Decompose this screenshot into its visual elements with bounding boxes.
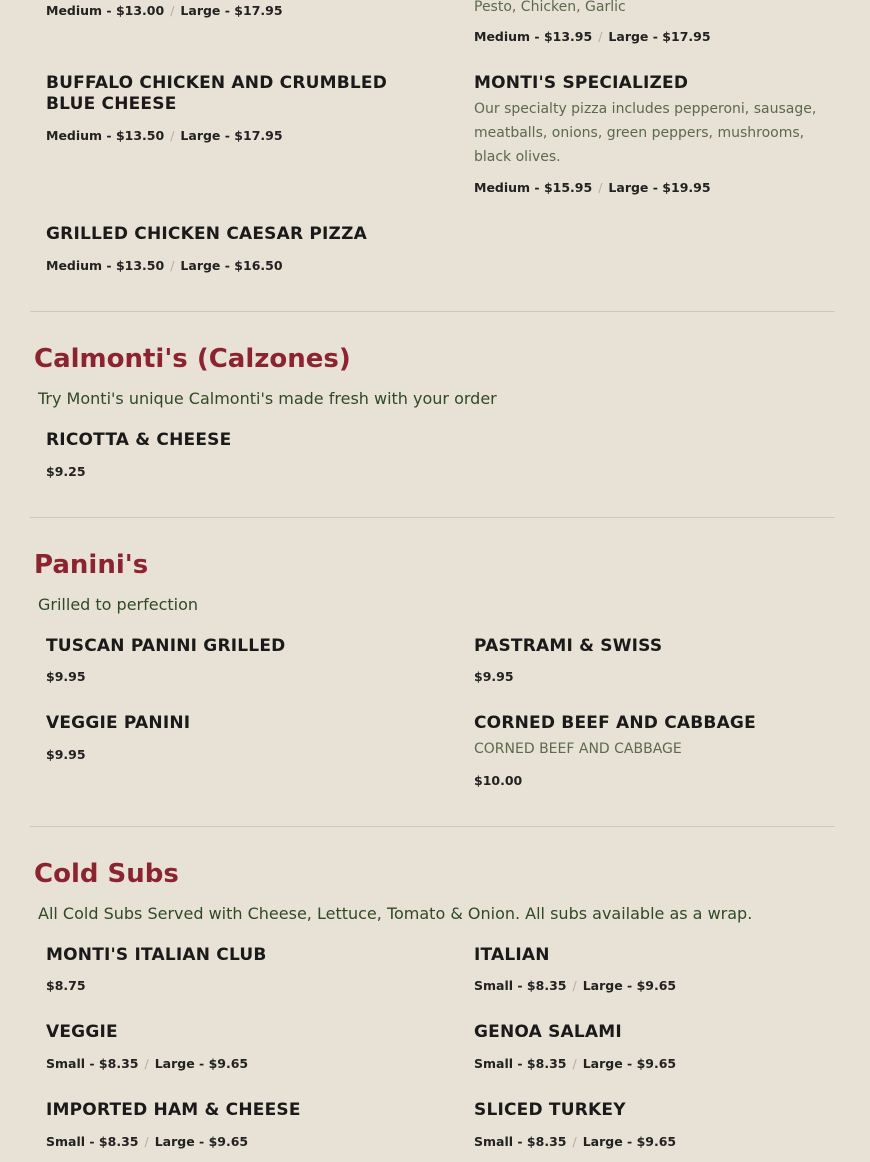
price-separator: / <box>572 978 577 993</box>
item-description: Pesto, Chicken, Garlic <box>474 0 626 15</box>
item-title-tuscan-panini: TUSCAN PANINI GRILLED <box>46 636 286 656</box>
price-row <box>474 1134 676 1149</box>
price-row <box>474 978 676 993</box>
section-title-paninis: Panini's <box>34 550 149 580</box>
price: $10.00 <box>474 773 523 788</box>
price-separator: / <box>598 180 603 195</box>
price-separator: / <box>572 1056 577 1071</box>
item-title-grilled-chicken-caesar: GRILLED CHICKEN CAESAR PIZZA <box>46 224 367 244</box>
price-medium: Medium - $15.95 <box>474 180 593 195</box>
price: $9.25 <box>46 464 86 479</box>
item-title-montis-italian-club: MONTI'S ITALIAN CLUB <box>46 945 267 965</box>
price-separator: / <box>144 1056 149 1071</box>
desc-line: black olives. <box>474 149 561 165</box>
price-large: Large - $9.65 <box>582 1134 677 1149</box>
section-title-cold-subs: Cold Subs <box>34 859 179 889</box>
price-small: Small - $8.35 <box>46 1134 139 1149</box>
price-medium: Medium - $13.50 <box>46 258 165 273</box>
item-description <box>474 97 816 169</box>
price-large: Large - $9.65 <box>582 978 677 993</box>
desc-line: meatballs, onions, green peppers, mushrooms, <box>474 125 805 141</box>
price-large: Large - $17.95 <box>608 29 711 44</box>
item-title-corned-beef: CORNED BEEF AND CABBAGE <box>474 713 756 733</box>
title-line: BUFFALO CHICKEN AND CRUMBLED <box>46 73 388 93</box>
price-large: Large - $17.95 <box>180 128 283 143</box>
price-medium: Medium - $13.00 <box>46 3 165 18</box>
price-row <box>474 29 711 44</box>
price-row <box>474 180 711 195</box>
item-title-veggie-panini: VEGGIE PANINI <box>46 713 191 733</box>
desc-line: Our specialty pizza includes pepperoni, sausage, <box>474 101 817 117</box>
price-row <box>46 128 283 143</box>
price-separator: / <box>572 1134 577 1149</box>
price: $9.95 <box>46 747 86 762</box>
price-separator: / <box>170 258 175 273</box>
price-medium: Medium - $13.95 <box>474 29 593 44</box>
title-line: BLUE CHEESE <box>46 94 177 114</box>
price-large: Large - $9.65 <box>582 1056 677 1071</box>
item-title-italian: ITALIAN <box>474 945 550 965</box>
price-large: Large - $16.50 <box>180 258 283 273</box>
item-title-imported-ham-cheese: IMPORTED HAM & CHEESE <box>46 1100 301 1120</box>
price-small: Small - $8.35 <box>474 1134 567 1149</box>
price-large: Large - $17.95 <box>180 3 283 18</box>
section-subtitle: Grilled to perfection <box>38 595 199 614</box>
section-divider <box>30 826 835 827</box>
section-subtitle: Try Monti's unique Calmonti's made fresh with your order <box>38 389 497 408</box>
price-small: Small - $8.35 <box>46 1056 139 1071</box>
item-title-pastrami-swiss: PASTRAMI & SWISS <box>474 636 663 656</box>
price-separator: / <box>170 3 175 18</box>
item-title-montis-specialized: MONTI'S SPECIALIZED <box>474 73 689 93</box>
section-subtitle: All Cold Subs Served with Cheese, Lettuce, Tomato & Onion. All subs available as a wrap. <box>38 904 753 923</box>
item-title-ricotta-cheese: RICOTTA & CHEESE <box>46 430 232 450</box>
price-small: Small - $8.35 <box>474 1056 567 1071</box>
section-divider <box>30 311 835 312</box>
price-row <box>46 3 283 18</box>
section-divider <box>30 517 835 518</box>
price-separator: / <box>598 29 603 44</box>
price-row <box>474 1056 676 1071</box>
section-title-calzones: Calmonti's (Calzones) <box>34 344 351 374</box>
price: $8.75 <box>46 978 86 993</box>
item-title-genoa-salami: GENOA SALAMI <box>474 1022 622 1042</box>
price-large: Large - $9.65 <box>154 1056 249 1071</box>
item-title-sliced-turkey: SLICED TURKEY <box>474 1100 626 1120</box>
item-title-buffalo-chicken <box>46 73 387 115</box>
price: $9.95 <box>474 669 514 684</box>
price-small: Small - $8.35 <box>474 978 567 993</box>
price-row <box>46 1134 248 1149</box>
item-title-veggie-sub: VEGGIE <box>46 1022 118 1042</box>
price-separator: / <box>170 128 175 143</box>
price-separator: / <box>144 1134 149 1149</box>
price-large: Large - $9.65 <box>154 1134 249 1149</box>
price-medium: Medium - $13.50 <box>46 128 165 143</box>
price-row <box>46 1056 248 1071</box>
price-row <box>46 258 283 273</box>
item-description: CORNED BEEF AND CABBAGE <box>474 741 682 757</box>
price: $9.95 <box>46 669 86 684</box>
price-large: Large - $19.95 <box>608 180 711 195</box>
